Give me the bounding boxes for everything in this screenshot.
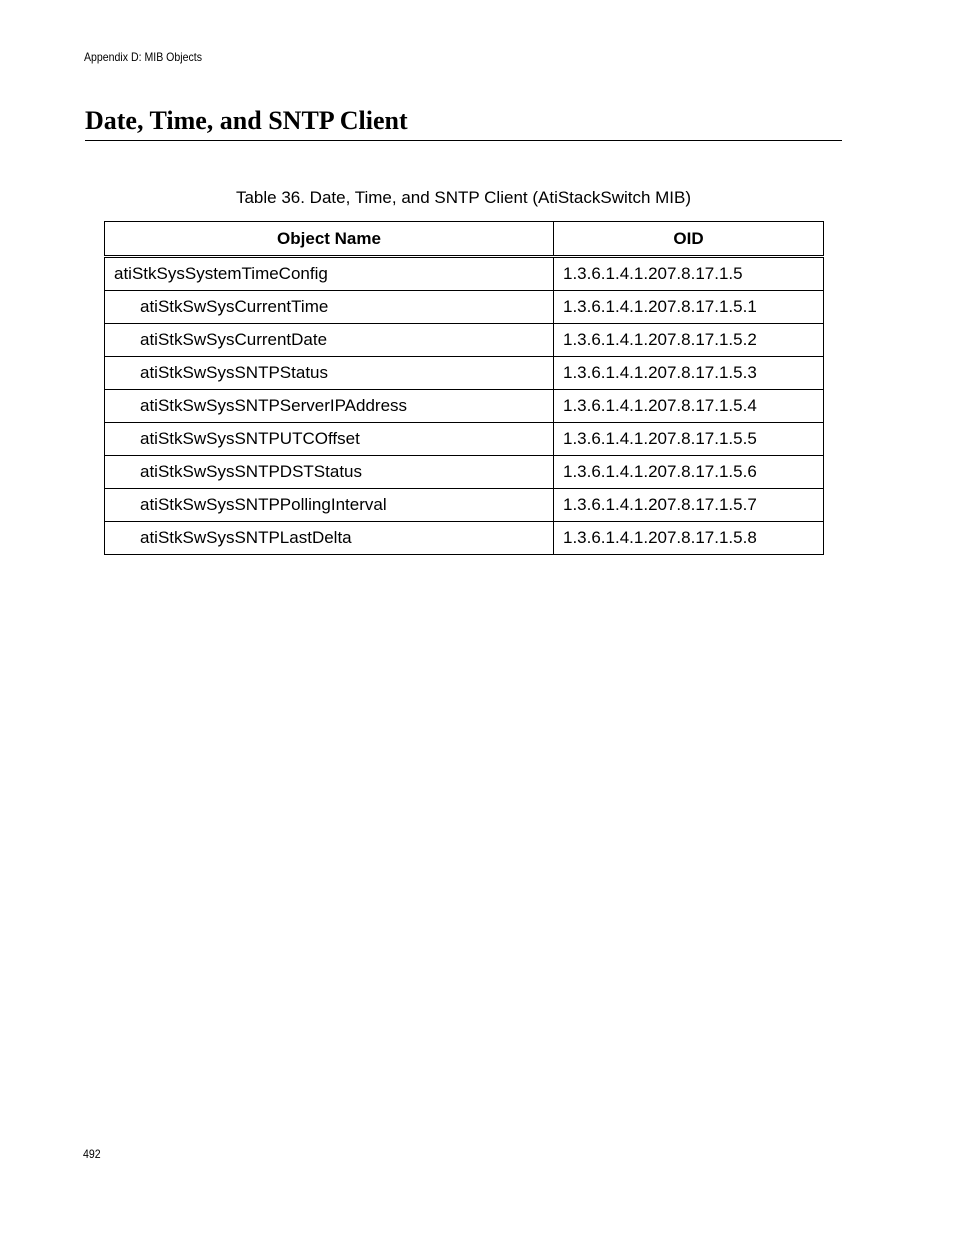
column-header-oid: OID [554,222,824,257]
table-row [105,390,824,423]
object-name-cell: atiStkSwSysCurrentTime [105,291,554,324]
oid-cell: 1.3.6.1.4.1.207.8.17.1.5.5 [554,423,824,456]
running-header: Appendix D: MIB Objects [84,50,202,64]
table-caption: Table 36. Date, Time, and SNTP Client (AtiStackSwitch MIB) [235,188,692,207]
section-title: Date, Time, and SNTP Client [85,106,408,135]
oid-cell: 1.3.6.1.4.1.207.8.17.1.5.3 [554,357,824,390]
object-name-cell: atiStkSwSysSNTPLastDelta [105,522,554,555]
object-name-cell: atiStkSysSystemTimeConfig [105,257,554,291]
table-row [105,291,824,324]
table-row [105,522,824,555]
page-number: 492 [83,1147,101,1161]
oid-cell: 1.3.6.1.4.1.207.8.17.1.5.6 [554,456,824,489]
object-name-cell: atiStkSwSysSNTPUTCOffset [105,423,554,456]
table-header-row [105,222,824,257]
column-header-object-name: Object Name [105,222,554,257]
table-row [105,423,824,456]
object-name-cell: atiStkSwSysSNTPStatus [105,357,554,390]
oid-cell: 1.3.6.1.4.1.207.8.17.1.5 [554,257,824,291]
oid-cell: 1.3.6.1.4.1.207.8.17.1.5.2 [554,324,824,357]
oid-cell: 1.3.6.1.4.1.207.8.17.1.5.7 [554,489,824,522]
oid-cell: 1.3.6.1.4.1.207.8.17.1.5.8 [554,522,824,555]
title-rule [85,140,842,141]
object-name-cell: atiStkSwSysSNTPPollingInterval [105,489,554,522]
table-row [105,324,824,357]
table-row [105,489,824,522]
mib-objects-table [104,221,824,555]
table-row [105,357,824,390]
object-name-cell: atiStkSwSysSNTPDSTStatus [105,456,554,489]
object-name-cell: atiStkSwSysSNTPServerIPAddress [105,390,554,423]
oid-cell: 1.3.6.1.4.1.207.8.17.1.5.4 [554,390,824,423]
object-name-cell: atiStkSwSysCurrentDate [105,324,554,357]
oid-cell: 1.3.6.1.4.1.207.8.17.1.5.1 [554,291,824,324]
table-row [105,456,824,489]
table-row [105,257,824,291]
